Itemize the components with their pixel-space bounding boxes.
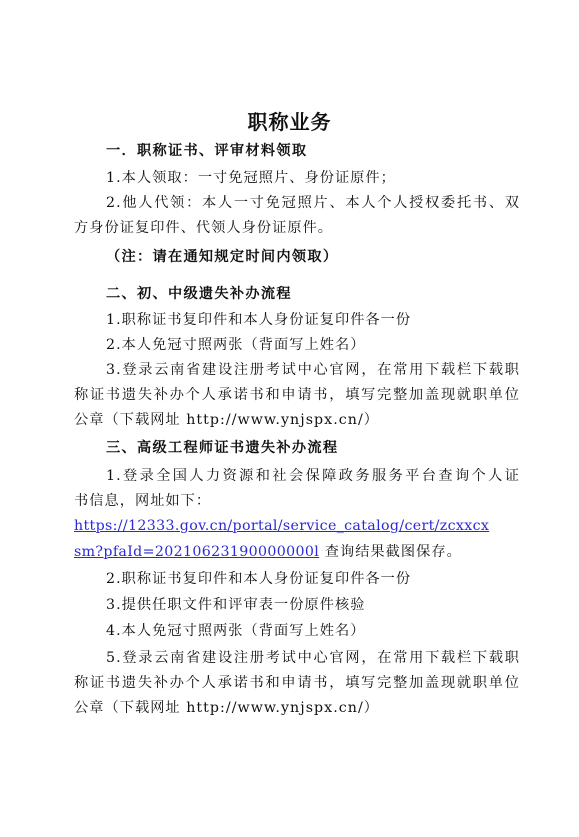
s3-item-1-line-1: 1.登录全国人力资源和社会保障政务服务平台查询个人证 [106,468,520,484]
page-title: 职称业务 [247,110,332,134]
s2-item-3-line-1: 3.登录云南省建设注册考试中心官网，在常用下载栏下载职 [106,362,520,378]
s3-item-5-line-3: 公章（下载网址 http://www.ynjspx.cn/） [74,700,380,716]
s1-item-1: 1.本人领取：一寸免冠照片、身份证原件； [106,170,396,186]
s3-item-5-line-2: 称证书遗失补办个人承诺书和申请书，填写完整加盖现就职单位 [74,675,520,691]
section-3-heading: 三、高级工程师证书遗失补办流程 [106,440,339,456]
s2-item-1: 1.职称证书复印件和本人身份证复印件各一份 [106,312,412,328]
s2-item-3-line-3: 公章（下载网址 http://www.ynjspx.cn/） [74,412,380,428]
s3-item-1-line-2: 书信息，网址如下： [74,493,212,509]
query-url-link-continued[interactable]: sm?pfaId=20210623190000000l [74,544,320,560]
s3-item-3: 3.提供任职文件和评审表一份原件核验 [106,597,366,613]
s2-item-3-line-2: 称证书遗失补办个人承诺书和申请书，填写完整加盖现就职单位 [74,387,520,403]
s3-item-4: 4.本人免冠寸照两张（背面写上姓名） [106,623,366,639]
s1-note: （注：请在通知规定时间内领取） [106,249,339,265]
s1-item-2-line-2: 方身份证复印件、代领人身份证原件。 [74,220,334,236]
query-url-link[interactable]: https://12333.gov.cn/portal/service_catalog/cert/zcxxcx [74,518,490,534]
s2-item-2: 2.本人免冠寸照两张（背面写上姓名） [106,337,366,353]
s3-link-line-1 [74,516,520,536]
s3-link-line-2 [74,542,520,562]
s3-link-suffix: 查询结果截图保存。 [319,544,462,560]
s3-item-2: 2.职称证书复印件和本人身份证复印件各一份 [106,571,412,587]
section-1-heading: 一．职称证书、评审材料领取 [106,143,308,159]
s1-item-2-line-1: 2.他人代领：本人一寸免冠照片、本人个人授权委托书、双 [106,195,520,211]
section-2-heading: 二、初、中级遗失补办流程 [106,286,292,302]
s3-item-5-line-1: 5.登录云南省建设注册考试中心官网，在常用下载栏下载职 [106,650,520,666]
